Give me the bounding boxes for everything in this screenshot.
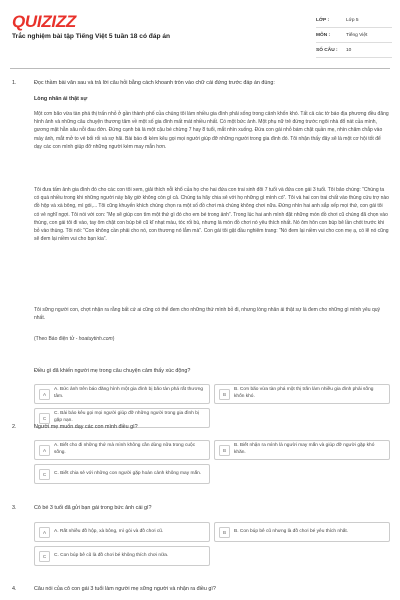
meta-key: MÔN : <box>316 32 331 38</box>
question-number: 1. <box>12 80 17 86</box>
option-a[interactable] <box>34 384 210 404</box>
page-title: Trắc nghiệm bài tập Tiếng Việt 5 tuần 18 có đáp án <box>12 33 171 40</box>
option-text: B. Cơn bão vừa tàn phá một thị trấn làm nhiều gia đình phải sống khốn khó. <box>234 387 374 399</box>
question-text: Cô bé 3 tuổi đã gửi bạn gái trong bức ảnh cái gì? <box>34 505 152 511</box>
story-source <box>34 336 114 342</box>
meta-value: Tiếng Việt <box>346 32 368 38</box>
source-suffix: ) <box>112 336 115 342</box>
option-text: B. Biết nhận ra mình là người may mắn và giúp đỡ người gặp khó khăn. <box>234 443 375 455</box>
option-text: C. Con búp bê cũ là đồ chơi bé không thích chơi nữa. <box>54 552 169 558</box>
meta-row-subject <box>316 28 392 43</box>
option-b[interactable] <box>214 522 390 542</box>
option-b[interactable] <box>214 384 390 404</box>
option-text: C. Bài báo kêu gọi mọi người giúp đỡ những người trong gia đình bị gặp nạn. <box>54 411 199 423</box>
option-text: B. Con búp bê cũ nhưng là đồ chơi bé yêu thích nhất. <box>234 528 349 534</box>
question-number: 3. <box>12 505 17 511</box>
option-letter: B <box>219 445 230 456</box>
meta-value: Lớp 5 <box>346 17 359 23</box>
option-letter: C <box>39 551 50 562</box>
question-text: Câu nói của cô con gái 3 tuổi làm người mẹ sững người và nhận ra điều gì? <box>34 586 216 592</box>
meta-value: 10 <box>346 47 352 53</box>
quizizz-logo[interactable]: QUIZIZZ <box>12 12 76 31</box>
option-letter: B <box>219 527 230 538</box>
meta-key: SỐ CÂU : <box>316 47 338 53</box>
story-paragraph-1: Một cơn bão vừa tàn phá thị trấn nhỏ ở gần thành phố của chúng tôi làm nhiều gia đình phải sống trong cảnh khốn khó. Tất cả các tờ báo địa phương đều đăng hình ảnh và những câu chuyện thương tâm về một số gia đình mất mát nhiều nhất. Có một bức ảnh. Một phụ nữ trẻ đứng trước ngôi nhà đổ nát của mình, gương mặt hằn sâu nỗi đau đớn. Đứng cạnh bà là một cậu bé chừng 7 hay 8 tuổi, mắt nhìn xuống. Đứa con gái nhỏ bám chặt quần mẹ, nhìn chăm chắp vào máy ảnh, mắt mở to vẻ bối rối và sợ hãi. Bài báo đi kèm kêu gọi mọi người giúp đỡ những người trong gia đình đó. Tôi nhận thấy đây sẽ là một cơ hội tốt để dạy các con mình giúp đỡ những người kém may mắn hơn. <box>34 111 389 150</box>
question-text: Người mẹ muốn dạy các con mình điều gì? <box>34 424 138 430</box>
option-text: A. Biết cho đi những thứ mà mình không cần dùng nữa trong cuộc sống. <box>54 443 196 455</box>
option-text: A. Rất nhiều đồ hộp, xà bông, mì gói và đồ chơi cũ. <box>54 528 164 534</box>
question-instruction: Đọc thầm bài văn sau và trả lời câu hỏi bằng cách khoanh tròn vào chữ cái đứng trước đáp án đúng: <box>34 80 275 86</box>
option-c[interactable] <box>34 546 210 566</box>
option-letter: C <box>39 469 50 480</box>
option-b[interactable] <box>214 440 390 460</box>
option-a[interactable] <box>34 522 210 542</box>
option-letter: A <box>39 445 50 456</box>
story-title: Lòng nhân ái thật sự <box>34 96 88 102</box>
question-number: 2. <box>12 424 17 430</box>
question-number: 4. <box>12 586 17 592</box>
meta-table <box>316 13 392 58</box>
source-site: hoatuytinh.com <box>78 336 113 342</box>
meta-key: LỚP : <box>316 17 330 23</box>
option-letter: A <box>39 389 50 400</box>
option-text: A. Bức ảnh trên báo đăng hình một gia đình bị bão tàn phá rất thương tâm. <box>54 387 204 399</box>
meta-row-count <box>316 43 392 58</box>
story-paragraph-3: Tôi sững người con, chợt nhận ra rằng bất cứ ai cũng có thể đem cho những thứ mình bỏ đi, nhưng lòng nhân ái thật sự là đem cho những gì mình yêu quý nhất. <box>34 307 381 322</box>
question-text: Điều gì đã khiến người mẹ trong câu chuyện cảm thấy xúc động? <box>34 368 191 374</box>
source-prefix: (Theo Báo điện tử - <box>34 336 79 342</box>
option-letter: C <box>39 413 50 424</box>
option-text: C. Biết chia sẻ với những con người gặp hoàn cảnh không may mắn. <box>54 470 202 476</box>
option-letter: A <box>39 527 50 538</box>
header <box>0 0 400 66</box>
header-divider <box>10 68 390 69</box>
meta-row-class <box>316 13 392 28</box>
option-letter: B <box>219 389 230 400</box>
story-paragraph-2: Tôi đưa tấm ảnh gia đình đó cho các con tôi xem, giải thích nỗi khổ của họ cho hai đứa con trai sinh đôi 7 tuổi và đứa con gái 3 tuổi. Tôi bảo chúng: “Chúng ta có quá nhiều trong khi những người này bây giờ không còn gì cả. Chúng ta hãy chia sẻ với họ những gì mình có”. Tôi và hai con trai chất vào thùng cứu trợ nào đồ hộp và xà bông, mì gói,... Tôi cũng khuyến khích chúng chọn ra một số đồ chơi mà chúng không chơi nữa. Đứng nhìn hai anh sắp xếp mọi thứ, con gái tôi có vẻ nghĩ ngợi. Tôi nói với con: “Mẹ sẽ giúp con tìm một thứ gì đó cho em bé trong ảnh”. Trong lúc hai anh mình đặt những món đồ chơi cũ chúng đã chọn vào thùng, con gái tôi đi vào, tay ôm chặt con búp bê cũ kĩ nhạt màu, tóc rối bù, nhưng là món đồ chơi nó yêu thích nhất. Nó ôm hôn con búp bê lần chót trước khi bỏ vào thùng. Tôi nói: “Con không cần phải cho nó, con thương nó lắm mà”. Con gái tôi gật đầu nghiêm trang: “Nó đem lại niềm vui cho con mẹ ạ, có lẽ nó cũng sẽ đem lại niềm vui cho bạn kia”. <box>34 187 389 243</box>
option-a[interactable] <box>34 440 210 460</box>
option-c[interactable] <box>34 464 210 484</box>
